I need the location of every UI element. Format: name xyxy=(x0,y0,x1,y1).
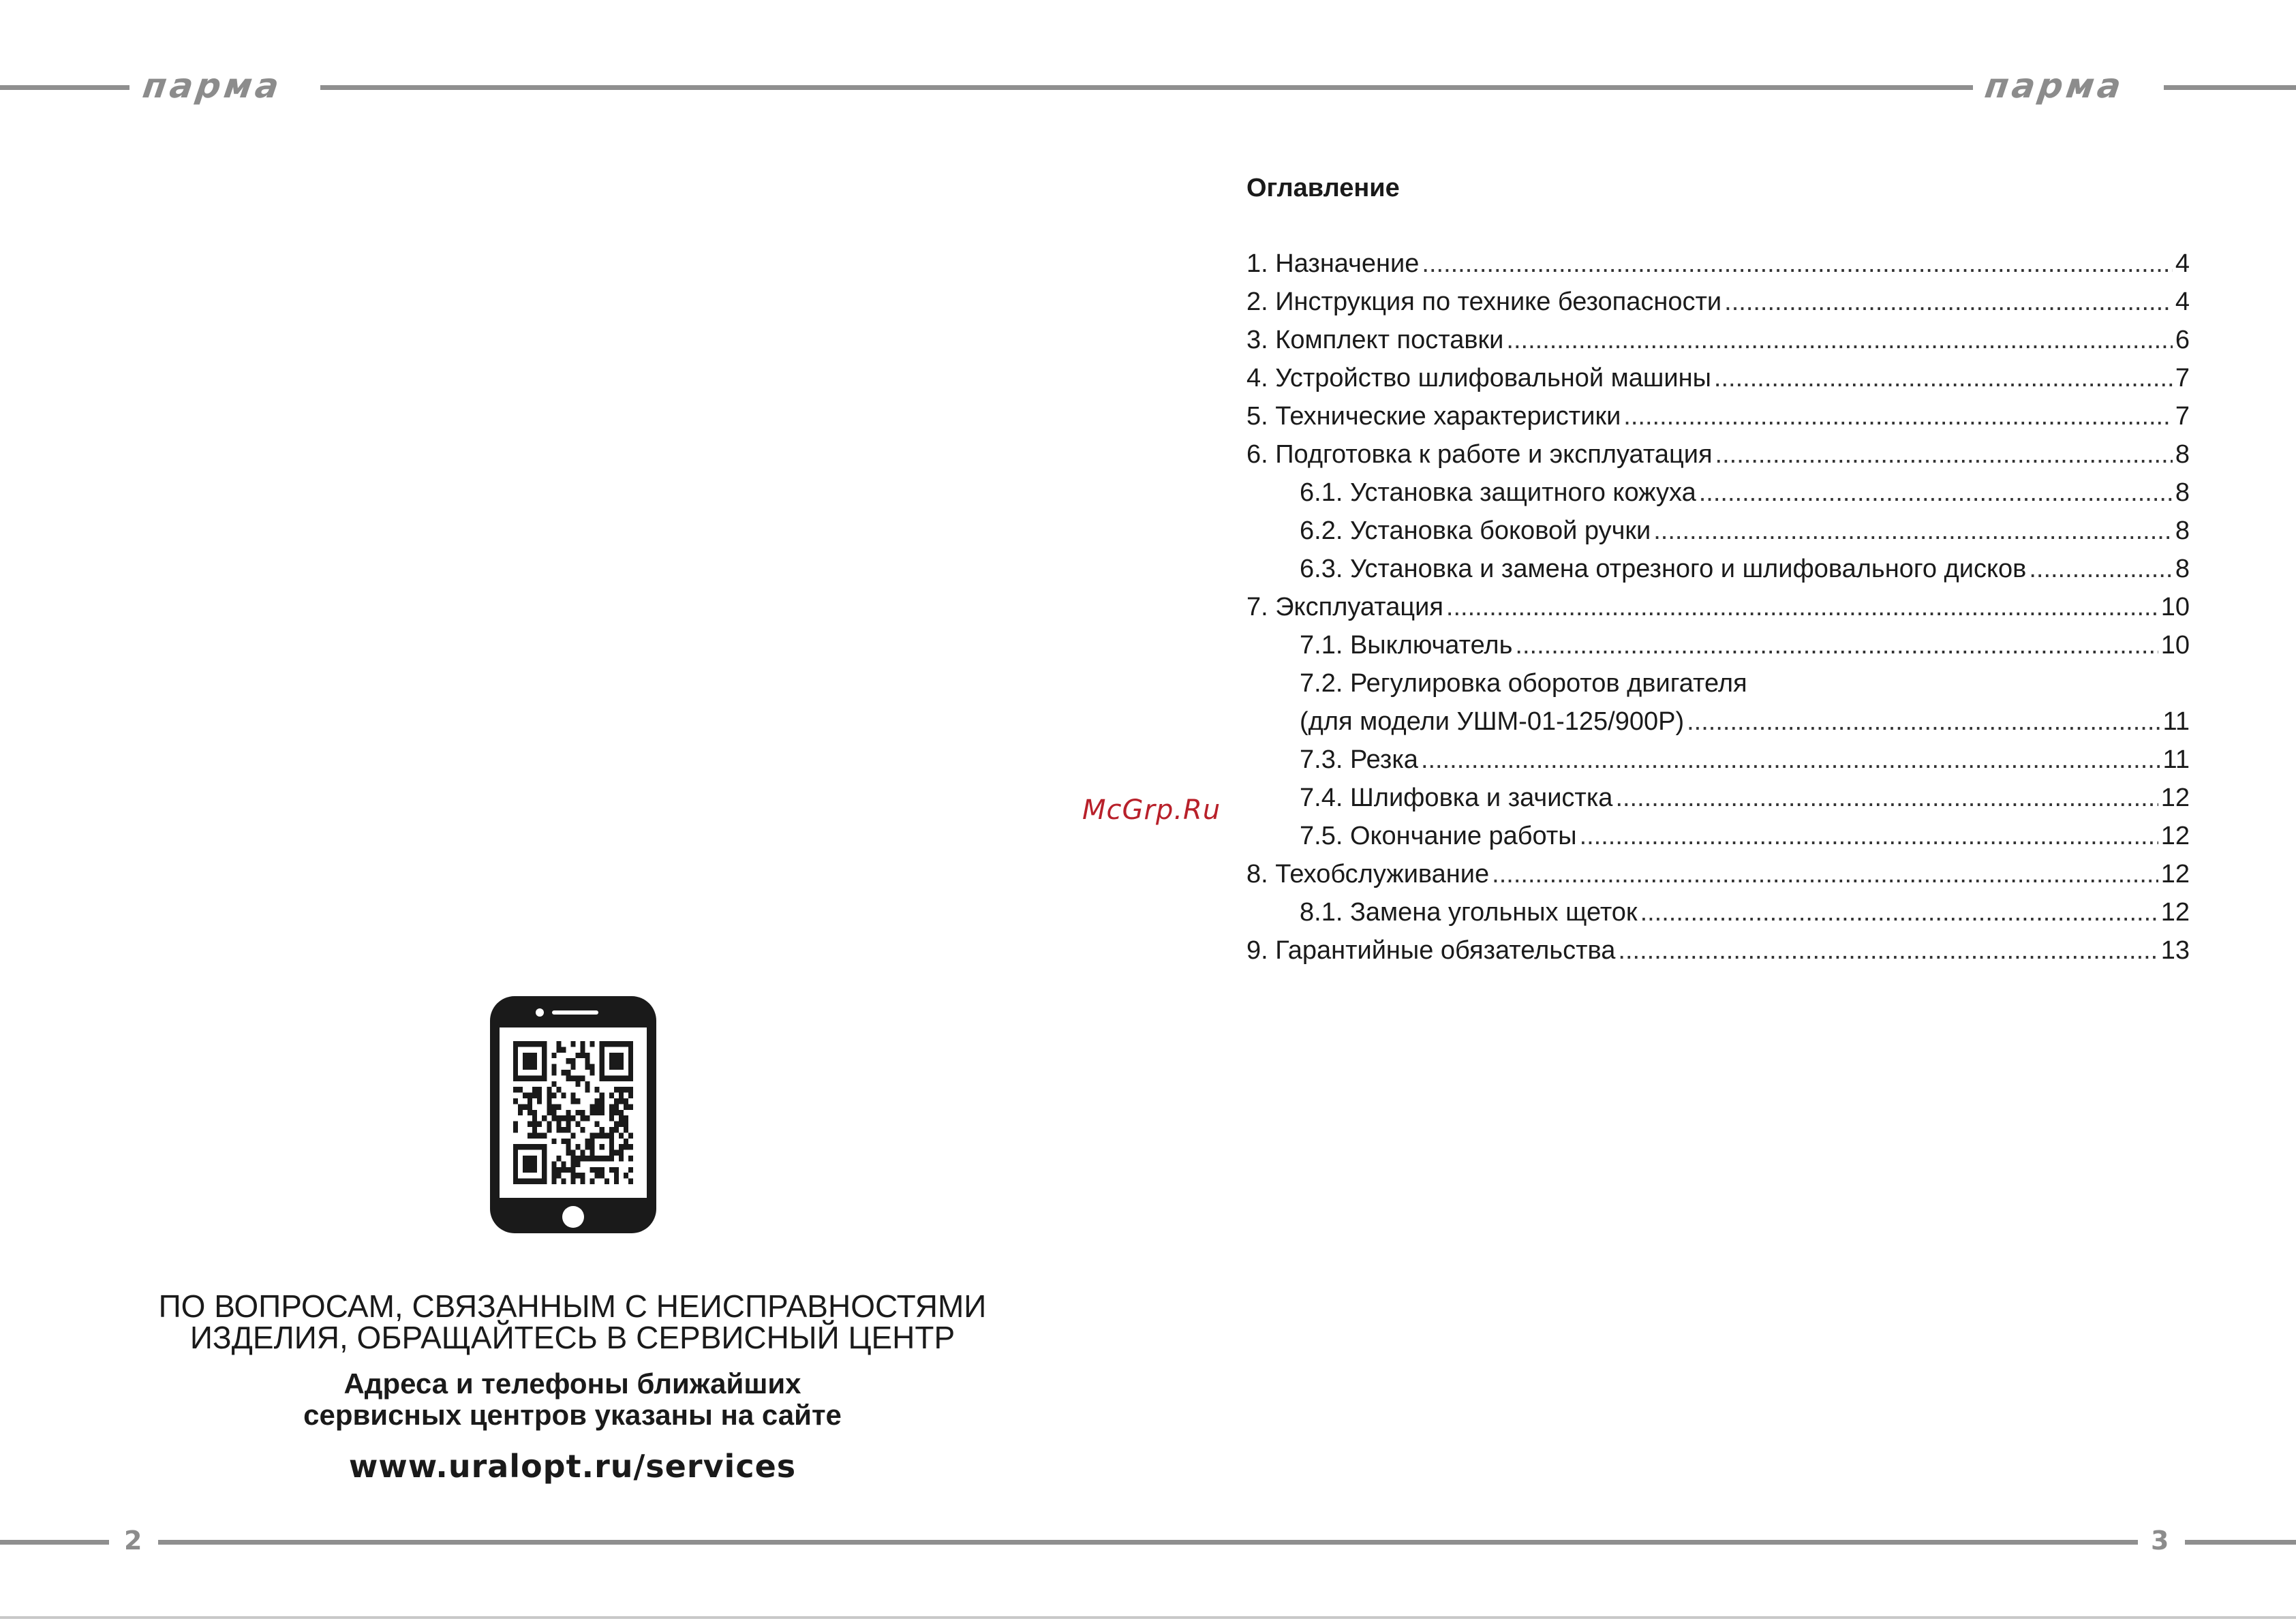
toc-entry-page: 11 xyxy=(2162,745,2190,774)
toc-entry-page: 6 xyxy=(2175,326,2190,354)
toc-entry-page: 13 xyxy=(2160,936,2190,965)
toc-leader-dots xyxy=(2029,550,2173,588)
toc-leader-dots xyxy=(1421,741,2160,779)
toc-leader-dots xyxy=(1615,779,2158,817)
toc-leader-dots xyxy=(1446,588,2158,626)
service-address-line-2: сервисных центров указаны на сайте xyxy=(303,1399,842,1431)
toc-leader-dots xyxy=(1618,931,2158,970)
toc-entry-text: 6.1. Установка защитного кожуха xyxy=(1300,478,1696,507)
toc-entry-text: 4. Устройство шлифовальной машины xyxy=(1246,364,1711,392)
phone-speaker xyxy=(552,1010,598,1015)
service-address-line-1: Адреса и телефоны ближайших xyxy=(343,1367,801,1400)
toc-entry-page: 10 xyxy=(2160,593,2190,621)
toc-entry[interactable] xyxy=(1246,588,2190,626)
toc-leader-dots xyxy=(1422,245,2172,283)
table-of-contents xyxy=(1246,168,2190,970)
toc-entry-text: 7.2. Регулировка оборотов двигателя xyxy=(1300,669,1747,698)
brand-logo-right: парма xyxy=(1982,66,2127,106)
toc-entry[interactable] xyxy=(1246,779,2190,817)
toc-entry-page: 7 xyxy=(2175,402,2190,431)
toc-entry-text: 6.3. Установка и замена отрезного и шлифовального дисков xyxy=(1300,555,2027,583)
toc-entry-text: 8. Техобслуживание xyxy=(1246,860,1490,888)
toc-entry[interactable] xyxy=(1246,893,2190,931)
toc-entry-page: 12 xyxy=(2160,822,2190,850)
toc-list xyxy=(1246,245,2190,970)
toc-entry-text: 3. Комплект поставки xyxy=(1246,326,1504,354)
toc-entry-page: 7 xyxy=(2175,364,2190,392)
toc-entry-page: 8 xyxy=(2175,440,2190,469)
service-info xyxy=(102,1290,1043,1487)
toc-entry[interactable] xyxy=(1246,359,2190,397)
toc-entry-text: 7. Эксплуатация xyxy=(1246,593,1443,621)
toc-leader-dots xyxy=(1506,321,2172,359)
toc-entry-text: 9. Гарантийные обязательства xyxy=(1246,936,1616,965)
toc-entry[interactable] xyxy=(1246,664,2190,702)
toc-entry-text: 6.2. Установка боковой ручки xyxy=(1300,516,1651,545)
toc-entry[interactable] xyxy=(1246,435,2190,474)
header-rule-center xyxy=(320,85,1973,90)
page-edge-line xyxy=(0,1616,2296,1619)
service-notice-line-2: ИЗДЕЛИЯ, ОБРАЩАЙТЕСЬ В СЕРВИСНЫЙ ЦЕНТР xyxy=(189,1320,955,1355)
toc-entry[interactable] xyxy=(1246,702,2190,741)
toc-entry-text: 7.4. Шлифовка и зачистка xyxy=(1300,784,1613,812)
page-number-left: 2 xyxy=(124,1526,142,1556)
toc-entry[interactable] xyxy=(1246,741,2190,779)
toc-entry-page: 8 xyxy=(2175,478,2190,507)
toc-leader-dots xyxy=(1492,855,2158,893)
toc-entry[interactable] xyxy=(1246,931,2190,970)
toc-entry-page: 10 xyxy=(2160,631,2190,660)
toc-entry[interactable] xyxy=(1246,283,2190,321)
toc-entry-page: 8 xyxy=(2175,516,2190,545)
toc-entry[interactable] xyxy=(1246,397,2190,435)
toc-entry-text: 6. Подготовка к работе и эксплуатация xyxy=(1246,440,1713,469)
toc-entry-page: 12 xyxy=(2160,860,2190,888)
footer-rule-center xyxy=(158,1540,2138,1545)
toc-entry-text: 7.1. Выключатель xyxy=(1300,631,1513,660)
footer-rule-left xyxy=(0,1540,109,1545)
toc-entry-page: 4 xyxy=(2175,288,2190,316)
toc-entry-page: 11 xyxy=(2162,707,2190,736)
toc-entry-text: 1. Назначение xyxy=(1246,249,1420,278)
toc-leader-dots xyxy=(1640,893,2158,931)
toc-entry-text: (для модели УШМ-01-125/900Р) xyxy=(1300,707,1685,736)
toc-entry[interactable] xyxy=(1246,512,2190,550)
service-notice-line-1: ПО ВОПРОСАМ, СВЯЗАННЫМ С НЕИСПРАВНОСТЯМИ xyxy=(158,1288,987,1324)
toc-leader-dots xyxy=(1724,283,2173,321)
header-rule-right xyxy=(2164,85,2296,90)
toc-leader-dots xyxy=(1580,817,2158,855)
toc-entry-text: 5. Технические характеристики xyxy=(1246,402,1621,431)
page-number-right: 3 xyxy=(2151,1526,2169,1556)
header-rule-left-1 xyxy=(0,85,129,90)
toc-entry-page: 4 xyxy=(2175,249,2190,278)
toc-entry[interactable] xyxy=(1246,474,2190,512)
toc-entry-text: 7.3. Резка xyxy=(1300,745,1418,774)
phone-camera xyxy=(536,1008,544,1017)
toc-leader-dots xyxy=(1515,626,2158,664)
toc-leader-dots xyxy=(1653,512,2173,550)
toc-leader-dots xyxy=(1714,359,2173,397)
phone-home-button xyxy=(562,1206,584,1228)
toc-leader-dots xyxy=(1623,397,2173,435)
toc-entry[interactable] xyxy=(1246,245,2190,283)
toc-leader-dots xyxy=(1699,474,2173,512)
toc-entry-text: 8.1. Замена угольных щеток xyxy=(1300,898,1638,927)
toc-leader-dots xyxy=(1715,435,2173,474)
toc-leader-dots xyxy=(1687,702,2160,741)
toc-entry[interactable] xyxy=(1246,626,2190,664)
toc-entry-page: 12 xyxy=(2160,898,2190,927)
toc-entry[interactable] xyxy=(1246,321,2190,359)
phone-screen xyxy=(500,1027,647,1198)
toc-entry[interactable] xyxy=(1246,550,2190,588)
toc-title: Оглавление xyxy=(1246,174,1400,202)
brand-logo-left: парма xyxy=(140,66,285,106)
toc-entry-text: 7.5. Окончание работы xyxy=(1300,822,1577,850)
smartphone-icon xyxy=(490,996,656,1233)
qr-code-icon[interactable] xyxy=(513,1041,633,1184)
toc-entry-page: 12 xyxy=(2160,784,2190,812)
footer-rule-right xyxy=(2185,1540,2296,1545)
toc-entry-page: 8 xyxy=(2175,555,2190,583)
toc-entry[interactable] xyxy=(1246,817,2190,855)
service-url-link[interactable]: www.uralopt.ru/services xyxy=(348,1448,797,1485)
watermark: McGrp.Ru xyxy=(1082,794,1221,826)
toc-entry-text: 2. Инструкция по технике безопасности xyxy=(1246,288,1722,316)
toc-entry[interactable] xyxy=(1246,855,2190,893)
